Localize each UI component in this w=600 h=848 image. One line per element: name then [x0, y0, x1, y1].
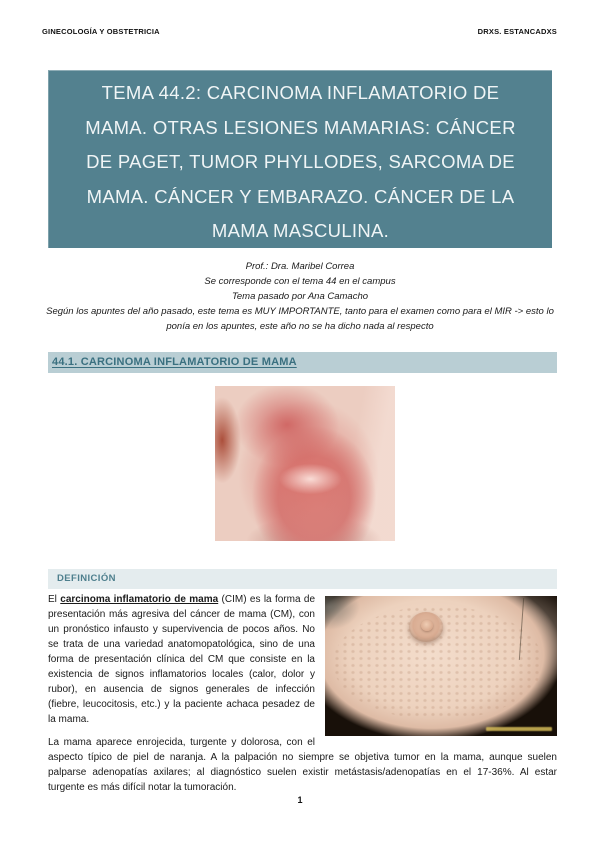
header-course-title: GINECOLOGÍA Y OBSTETRICIA	[42, 27, 160, 36]
topic-title-line: TEMA 44.2: CARCINOMA INFLAMATORIO DE	[101, 82, 500, 103]
header-author: DRXS. ESTANCADXS	[477, 27, 557, 36]
image-watermark	[486, 727, 552, 731]
definition-subheading: DEFINICIÓN	[48, 569, 557, 589]
topic-title-line: MAMA. OTRAS LESIONES MAMARIAS: CÁNCER	[85, 116, 516, 138]
transcriber-line: Tema pasado por Ana Camacho	[231, 291, 369, 302]
inflammatory-breast-photo	[215, 386, 395, 541]
section-heading-44-1	[48, 352, 557, 373]
definition-paragraph-2: La mama aparece enrojecida, turgente y dolorosa, con el aspecto típico de piel de naranja. A la palpación no siempre se objetiva tumor en la mama, aunque suelen palparse adenopatías axilares; al diagnóstico suelen existir metástasis/adenopatías en el 17-36%. Al estar turgente es más difícil notar la tumoración.	[48, 737, 557, 793]
definition-body	[48, 592, 557, 795]
para1-key-term: carcinoma inflamatorio de mama	[60, 594, 219, 605]
topic-title-line: MAMA MASCULINA.	[211, 220, 390, 241]
para1-rest: (CIM) es la forma de presentación más agresiva del cáncer de mama (CM), con un pronóstico infausto y supervivencia de pocos años. No se trata de una variedad anatomopatológica, sino de una forma de presentación clínica del CM que consiste en la existencia de signos inflamatorios locales (calor, dolor y rubor), en ausencia de signos generales de infección (fiebre, leucocitosis, etc.) y la paciente achaca pesadez de la mama.	[48, 594, 316, 725]
campus-line: Se corresponde con el tema 44 en el campus	[204, 276, 396, 287]
peau-d-orange-photo	[325, 596, 557, 736]
professor-line: Prof.: Dra. Maribel Correa	[245, 261, 355, 272]
intro-notes	[42, 259, 558, 334]
topic-title-line: DE PAGET, TUMOR PHYLLODES, SARCOMA DE	[86, 151, 515, 172]
topic-title-line: MAMA. CÁNCER Y EMBARAZO. CÁNCER DE LA	[86, 185, 515, 207]
importance-note: Según los apuntes del año pasado, este tema es MUY IMPORTANTE, tanto para el examen como para el MIR -> esto lo ponía en los apuntes, este año no se ha dicho nada al respecto	[46, 306, 554, 332]
section-heading-text: 44.1. CARCINOMA INFLAMATORIO DE MAMA	[52, 356, 297, 368]
topic-title-banner	[48, 70, 552, 248]
nipple-detail	[421, 620, 433, 631]
para1-prefix: El	[48, 594, 61, 605]
page-number: 1	[297, 795, 303, 805]
